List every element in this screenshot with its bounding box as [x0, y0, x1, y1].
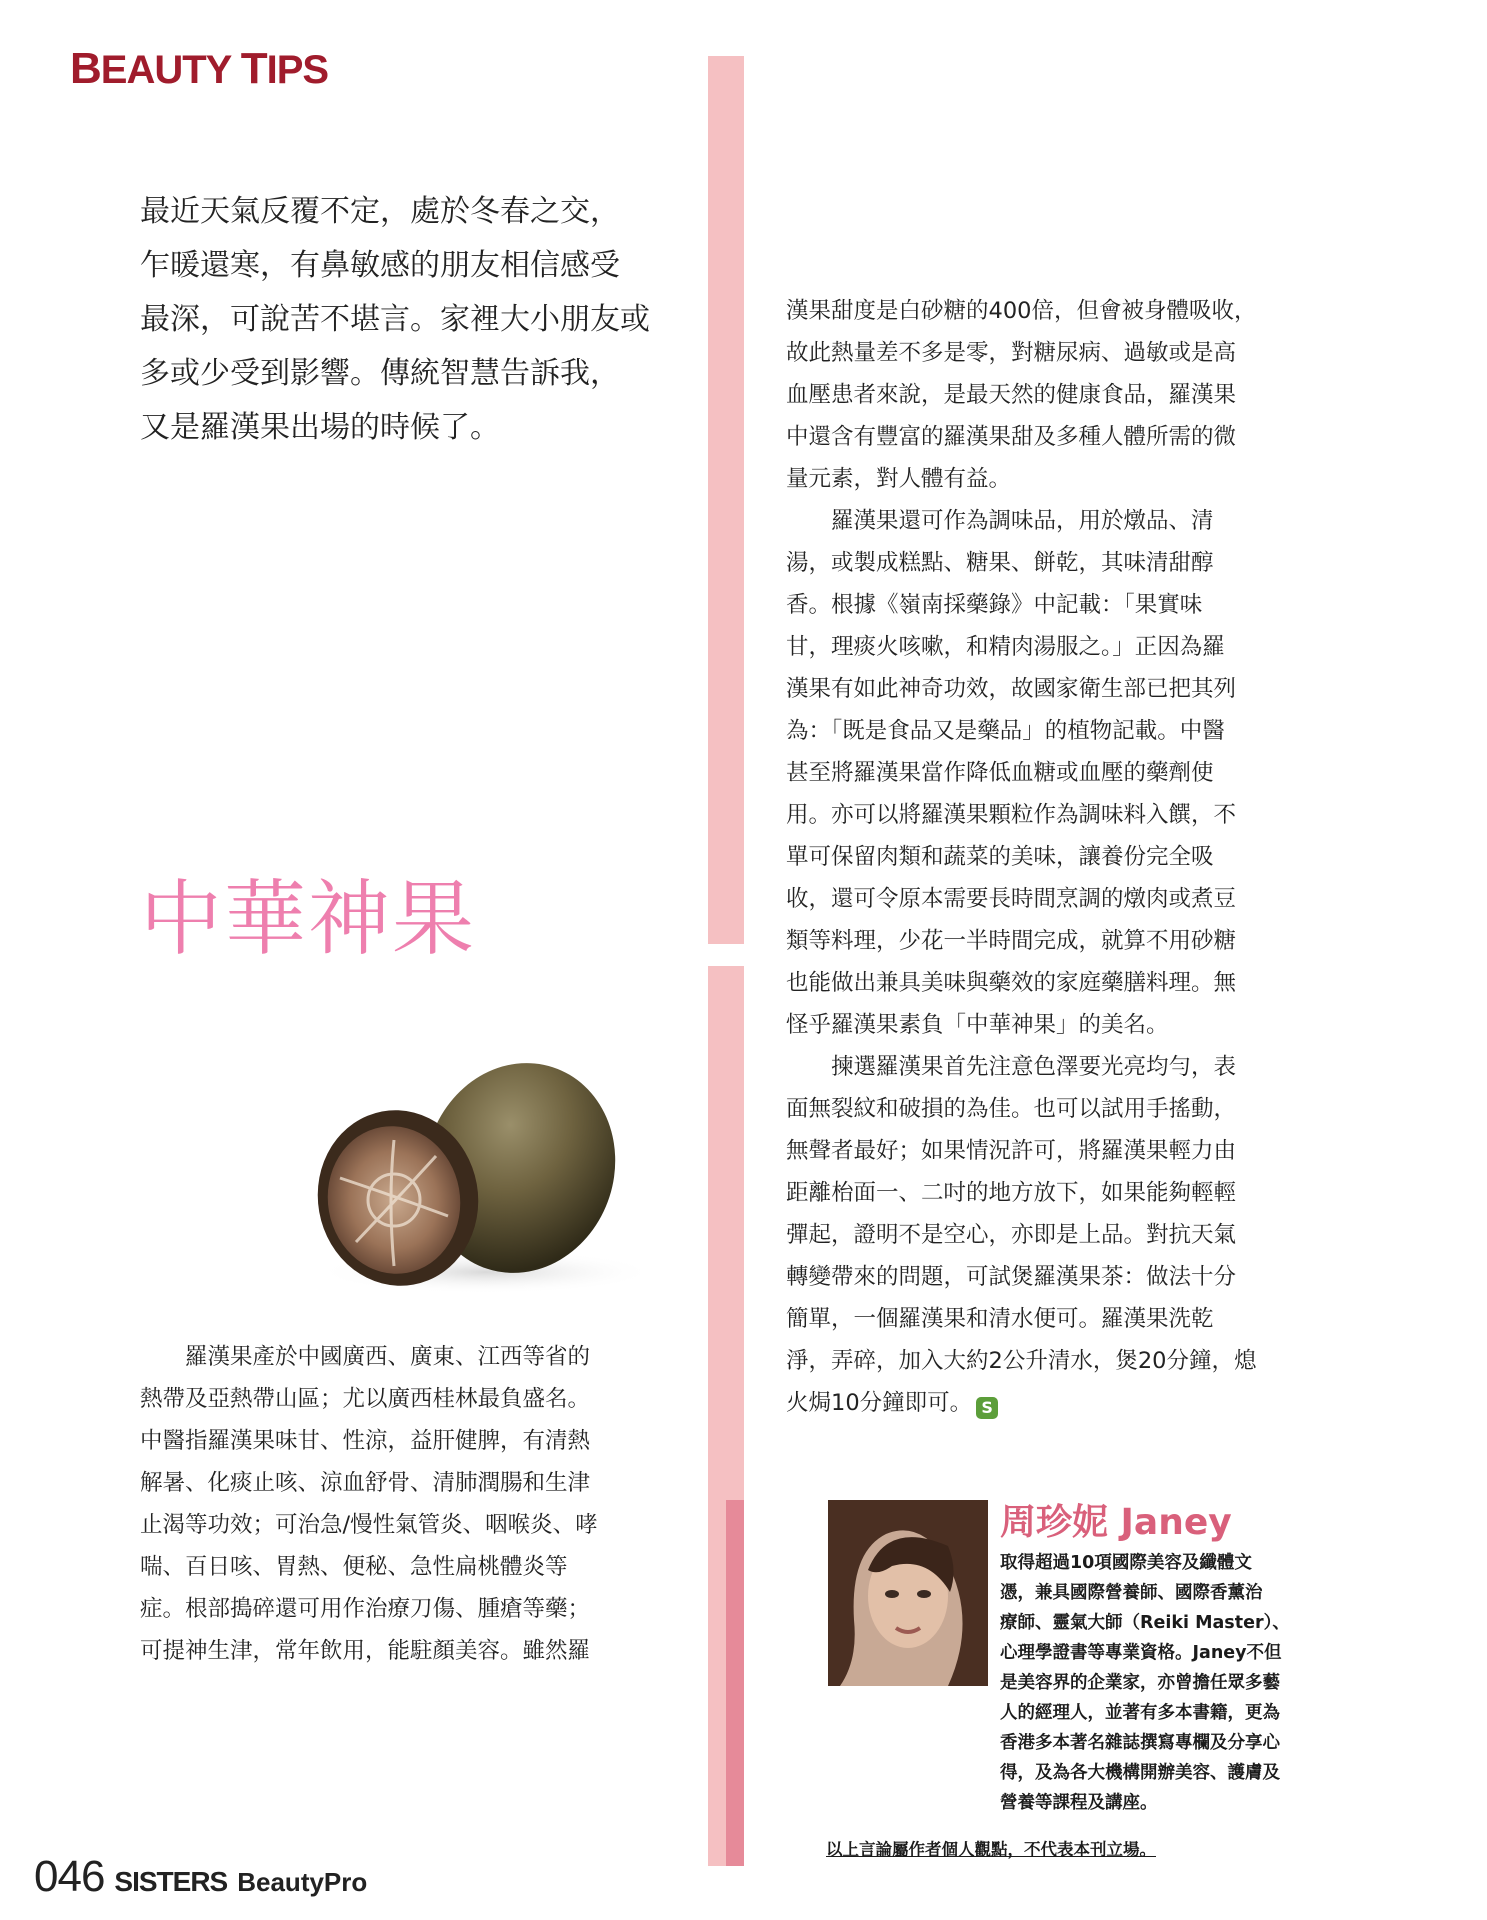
section-label-rest-1: EAUTY — [100, 48, 241, 92]
article-body-column-left: 羅漢果產於中國廣西、廣東、江西等省的 熱帶及亞熱帶山區；尤以廣西桂林最負盛名。 中醫指羅漢果味甘、性涼，益肝健脾，有清熱 解暑、化痰止咳、涼血舒骨、清肺潤腸和生津 止渴等功效；可治急/慢性氣管炎、咽喉炎、哮 喘、百日咳、胃熱、便秘、急性扁桃體炎等 症。根部搗碎還可用作治療刀傷、腫瘡等藥； 可提神生津，常年飲用，能駐顏美容。雖然羅 — [140, 1344, 598, 1664]
page-number: 046 — [34, 1852, 105, 1901]
page-footer — [34, 1852, 367, 1902]
section-label-initial-b: B — [70, 44, 101, 93]
section-label-initial-t: T — [240, 44, 267, 93]
article-body-right-text: 漢果甜度是白砂糖的400倍，但會被身體吸收， 故此熱量差不多是零，對糖尿病、過敏或是高 血壓患者來說，是最天然的健康食品，羅漢果 中還含有豐富的羅漢果甜及多種人體所需的微 量元素，對人體有益。 羅漢果還可作為調味品，用於燉品、清 湯，或製成糕點、糖果、餅乾，其味清甜醇 香。根據《嶺南採藥錄》中記載：「果實味 甘，理痰火咳嗽，和精肉湯服之。」正因為羅 漢果有如此神奇功效，故國家衛生部已把其列 為：「既是食品又是藥品」的植物記載。中醫 甚至將羅漢果當作降低血糖或血壓的藥劑使 用。亦可以將羅漢果顆粒作為調味料入饌，不 單可保留肉類和蔬菜的美味，讓養份完全吸 收，還可令原本需要長時間烹調的燉肉或煮豆 類等料理，少花一半時間完成，就算不用砂糖 也能做出兼具美味與藥效的家庭藥膳料理。無 怪乎羅漢果素負「中華神果」的美名。 揀選羅漢果首先注意色澤要光亮均勻，表 面無裂紋和破損的為佳。也可以試用手搖動， 無聲者最好；如果情況許可，將羅漢果輕力由 距離枱面一、二吋的地方放下，如果能夠輕輕 彈起，證明不是空心，亦即是上品。對抗天氣 轉變帶來的問題，可試煲羅漢果茶：做法十分 簡單，一個羅漢果和清水便可。羅漢果洗乾 淨，弄碎，加入大約2公升清水，煲20分鐘，熄 火焗10分鐘即可。 — [786, 298, 1257, 1416]
decorative-divider-top — [708, 56, 744, 944]
author-bio: 取得超過10項國際美容及纖體文 憑，兼具國際營養師、國際香薰治 療師、靈氣大師（Reiki Master）、 心理學證書等專業資格。Janey不但 是美容界的企業家，亦曾擔任眾多藝 人的經理人，並著有多本書籍，更為 香港多本著名雜誌撰寫專欄及分享心 得，及為各大機構開辦美容、護膚及 營養等課程及講座。 — [1000, 1553, 1290, 1813]
decorative-divider-accent — [726, 1500, 744, 1866]
author-name: 周珍妮 Janey — [1000, 1502, 1232, 1543]
intro-paragraph: 最近天氣反覆不定，處於冬春之交， 乍暖還寒，有鼻敏感的朋友相信感受 最深，可說苦不堪言。家裡大小朋友或 多或少受到影響。傳統智慧告訴我， 又是羅漢果出場的時候了。 — [140, 194, 650, 445]
magazine-logo-sub: BeautyPro — [237, 1867, 368, 1897]
article-headline: 中華神果 — [140, 872, 477, 967]
section-label — [70, 44, 328, 94]
magazine-logo: SISTERS — [114, 1866, 228, 1897]
end-mark-icon: S — [976, 1397, 998, 1419]
article-body-column-right — [786, 290, 1316, 1424]
monk-fruit-photo — [296, 1010, 668, 1300]
disclaimer: 以上言論屬作者個人觀點，不代表本刊立場。 — [826, 1840, 1156, 1859]
section-label-rest-2: IPS — [266, 48, 329, 92]
author-portrait — [828, 1500, 988, 1686]
